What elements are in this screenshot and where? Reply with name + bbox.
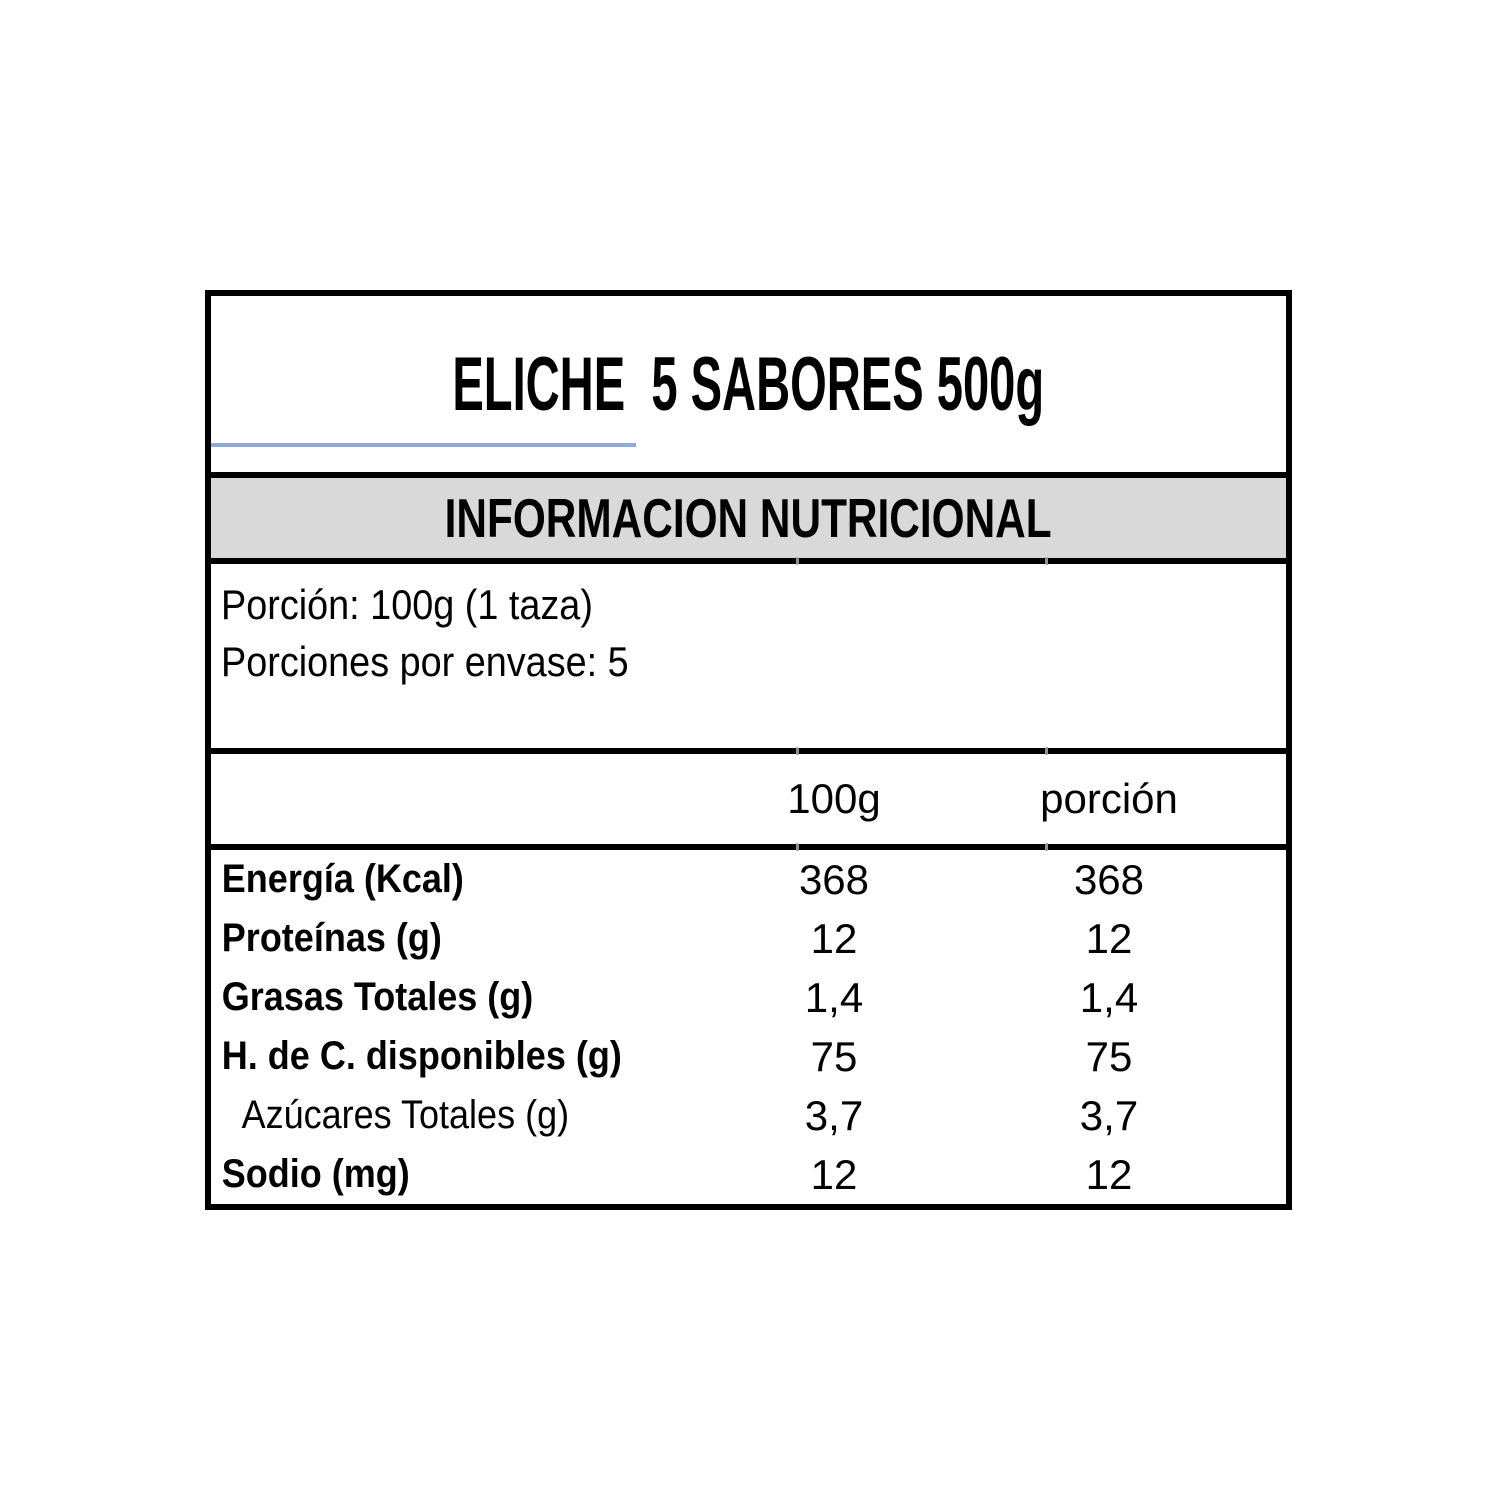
table-row-grasas [211, 968, 1286, 1027]
table-row-proteinas [211, 909, 1286, 968]
divider-line [211, 748, 1286, 754]
portion-size-text: Porción: 100g (1 taza) [221, 581, 593, 628]
value-per-100g: 1,4 [804, 973, 864, 1021]
table-row-azucares [211, 1086, 1286, 1145]
value-per-100g: 75 [810, 1032, 858, 1080]
value-per-portion: 368 [1073, 855, 1145, 903]
nutrient-label: Azúcares Totales (g) [241, 1093, 570, 1137]
value-per-portion: 75 [1085, 1032, 1133, 1080]
column-tick-mark [1045, 557, 1048, 565]
nutrient-label: Proteínas (g) [221, 916, 442, 960]
divider-line [211, 472, 1286, 478]
column-header-porcion: porción [1040, 775, 1178, 822]
nutrient-label: Grasas Totales (g) [221, 975, 534, 1019]
column-tick-mark [796, 747, 799, 755]
column-tick-mark [796, 843, 799, 851]
table-row-carbohidratos [211, 1027, 1286, 1086]
value-per-portion: 12 [1085, 1150, 1133, 1198]
serving-section [211, 564, 1286, 748]
accent-underline [211, 443, 636, 447]
servings-per-container-text: Porciones por envase: 5 [221, 638, 629, 685]
value-per-100g: 3,7 [804, 1091, 864, 1139]
value-per-portion: 1,4 [1079, 973, 1139, 1021]
table-header-row [211, 754, 1286, 844]
value-per-100g: 368 [798, 855, 870, 903]
value-per-portion: 3,7 [1079, 1091, 1139, 1139]
product-title: ELICHE 5 SABORES 500g [452, 341, 1045, 427]
table-row-sodio [211, 1145, 1286, 1204]
divider-line [211, 558, 1286, 564]
nutrient-label: H. de C. disponibles (g) [221, 1034, 622, 1078]
table-row-energia [211, 850, 1286, 909]
section-header-band [211, 478, 1286, 558]
nutrient-label: Energía (Kcal) [221, 857, 464, 901]
divider-line [211, 844, 1286, 850]
value-per-100g: 12 [810, 914, 858, 962]
section-header-text: INFORMACION NUTRICIONAL [445, 487, 1052, 549]
column-header-100g: 100g [787, 775, 881, 822]
nutrition-label [205, 290, 1292, 1210]
column-tick-mark [1045, 843, 1048, 851]
nutrient-label: Sodio (mg) [221, 1152, 410, 1196]
title-section [211, 296, 1286, 472]
column-tick-mark [796, 557, 799, 565]
nutrient-table [211, 850, 1286, 1204]
value-per-100g: 12 [810, 1150, 858, 1198]
column-tick-mark [1045, 747, 1048, 755]
value-per-portion: 12 [1085, 914, 1133, 962]
